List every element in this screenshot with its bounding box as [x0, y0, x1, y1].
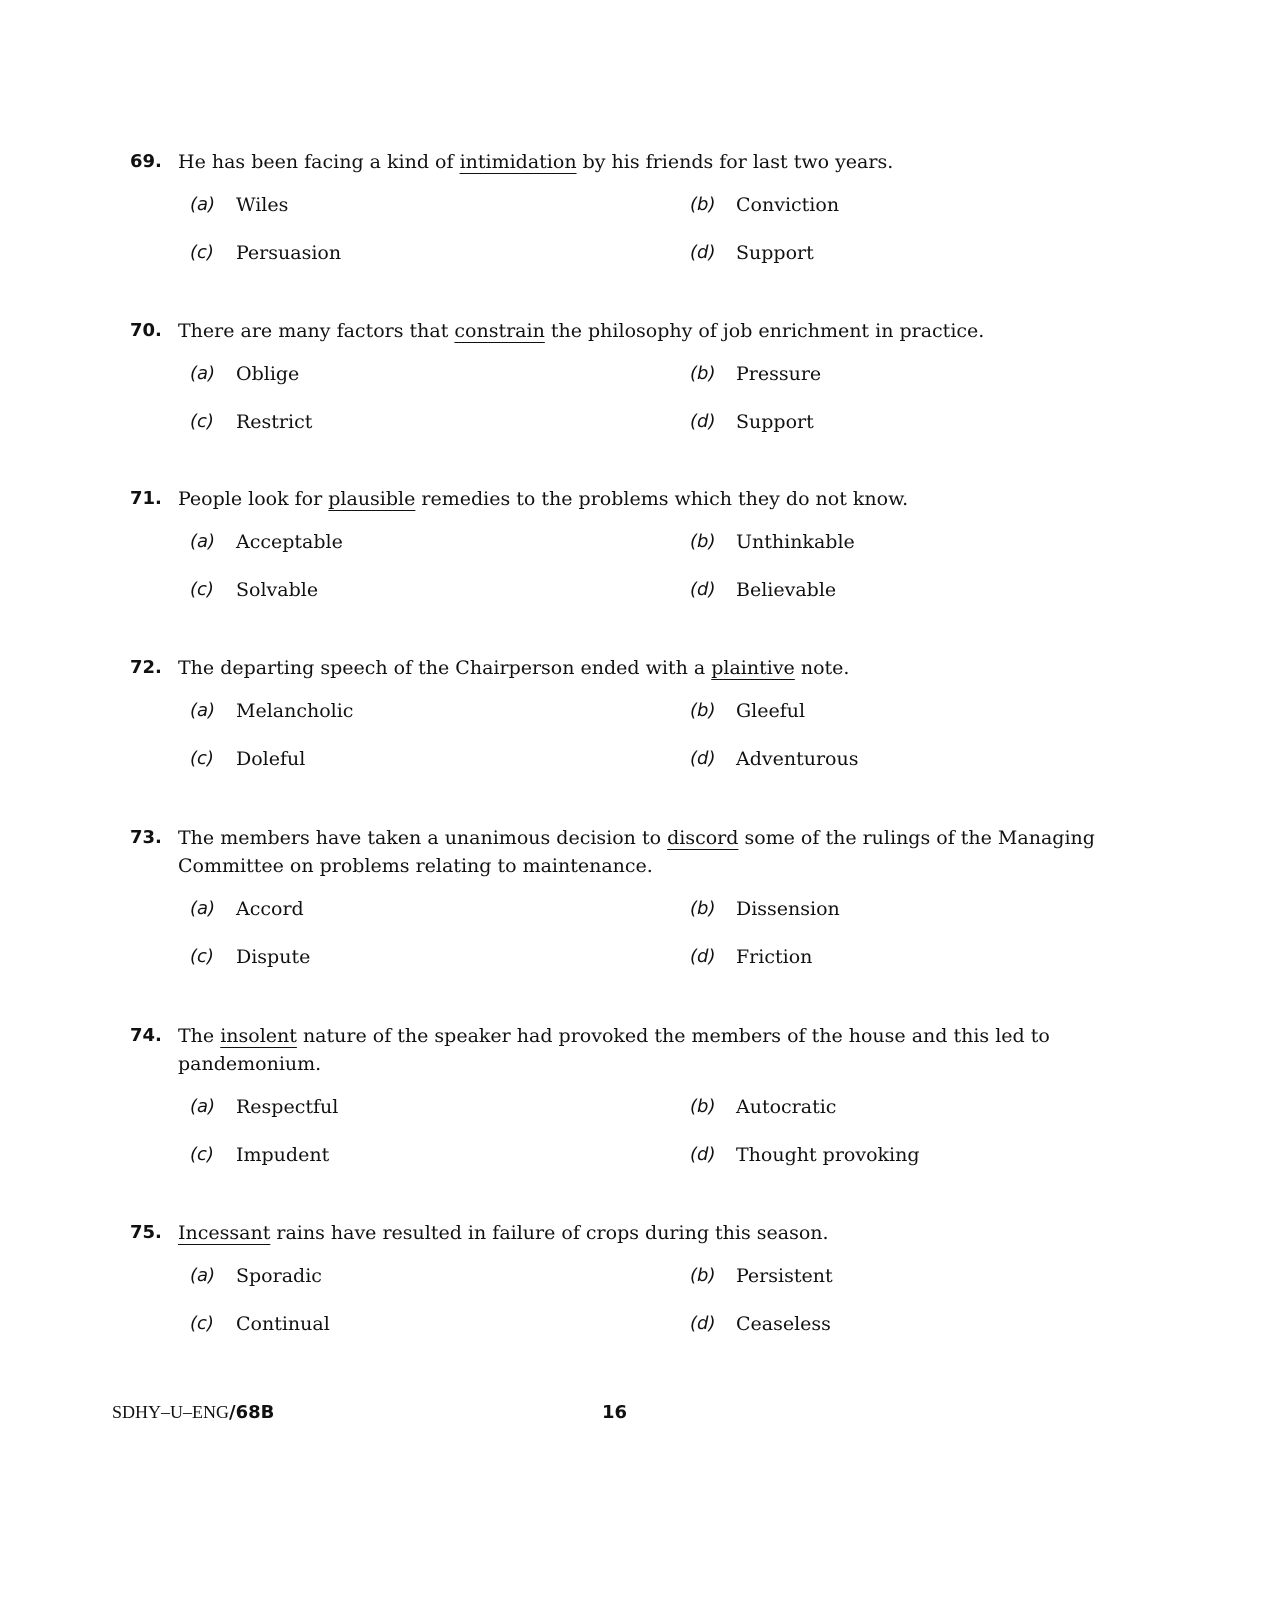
- option[interactable]: (a) Wiles: [190, 194, 289, 216]
- underlined-word: plaintive: [711, 657, 795, 679]
- question: [130, 485, 1130, 627]
- question-number: 72.: [130, 657, 162, 678]
- underlined-word: Incessant: [178, 1222, 271, 1244]
- option[interactable]: (c) Dispute: [190, 946, 311, 968]
- option[interactable]: (a) Accord: [190, 898, 304, 920]
- option[interactable]: (d) Friction: [690, 946, 813, 968]
- option[interactable]: (b) Persistent: [690, 1265, 833, 1287]
- paper-code: SDHY–U–ENG/68B: [112, 1402, 275, 1423]
- question-number: 70.: [130, 320, 162, 341]
- option[interactable]: (c) Solvable: [190, 579, 319, 601]
- underlined-word: intimidation: [459, 151, 577, 173]
- option[interactable]: (d) Support: [690, 242, 814, 264]
- option[interactable]: (b) Pressure: [690, 363, 822, 385]
- option[interactable]: (c) Continual: [190, 1313, 330, 1335]
- option[interactable]: (d) Support: [690, 411, 814, 433]
- question: [130, 317, 1130, 459]
- question: [130, 824, 1130, 994]
- underlined-word: discord: [667, 827, 739, 849]
- option[interactable]: (a) Respectful: [190, 1096, 339, 1118]
- question-text: The departing speech of the Chairperson ended with a plaintive note.: [178, 657, 850, 679]
- option[interactable]: (b) Dissension: [690, 898, 840, 920]
- option[interactable]: (c) Restrict: [190, 411, 313, 433]
- question: [130, 654, 1130, 796]
- page-number: 16: [602, 1402, 628, 1423]
- option[interactable]: (c) Impudent: [190, 1144, 330, 1166]
- option[interactable]: (b) Unthinkable: [690, 531, 855, 553]
- underlined-word: plausible: [328, 488, 416, 510]
- question-text: The insolent nature of the speaker had provoked the members of the house and this led to pandemonium.: [178, 1025, 1050, 1075]
- option[interactable]: (d) Ceaseless: [690, 1313, 831, 1335]
- question-number: 69.: [130, 151, 162, 172]
- option[interactable]: (a) Sporadic: [190, 1265, 322, 1287]
- question: [130, 1022, 1130, 1192]
- question-text: He has been facing a kind of intimidation by his friends for last two years.: [178, 151, 894, 173]
- option[interactable]: (b) Gleeful: [690, 700, 806, 722]
- option[interactable]: (b) Conviction: [690, 194, 840, 216]
- question-text: Incessant rains have resulted in failure of crops during this season.: [178, 1222, 829, 1244]
- question-number: 73.: [130, 827, 162, 848]
- underlined-word: constrain: [454, 320, 545, 342]
- question: [130, 1219, 1130, 1361]
- question-text: People look for plausible remedies to the problems which they do not know.: [178, 488, 909, 510]
- question-text: There are many factors that constrain the philosophy of job enrichment in practice.: [178, 320, 985, 342]
- option[interactable]: (a) Acceptable: [190, 531, 343, 553]
- option[interactable]: (d) Believable: [690, 579, 837, 601]
- question-text: The members have taken a unanimous decision to discord some of the rulings of the Managing Committee on problems relating to maintenance.: [178, 827, 1095, 877]
- option[interactable]: (a) Oblige: [190, 363, 300, 385]
- question: [130, 148, 1130, 290]
- question-number: 75.: [130, 1222, 162, 1243]
- option[interactable]: (d) Thought provoking: [690, 1144, 920, 1166]
- option[interactable]: (c) Doleful: [190, 748, 306, 770]
- option[interactable]: (d) Adventurous: [690, 748, 859, 770]
- option[interactable]: (c) Persuasion: [190, 242, 342, 264]
- question-number: 71.: [130, 488, 162, 509]
- option[interactable]: (b) Autocratic: [690, 1096, 837, 1118]
- underlined-word: insolent: [220, 1025, 297, 1047]
- option[interactable]: (a) Melancholic: [190, 700, 354, 722]
- question-number: 74.: [130, 1025, 162, 1046]
